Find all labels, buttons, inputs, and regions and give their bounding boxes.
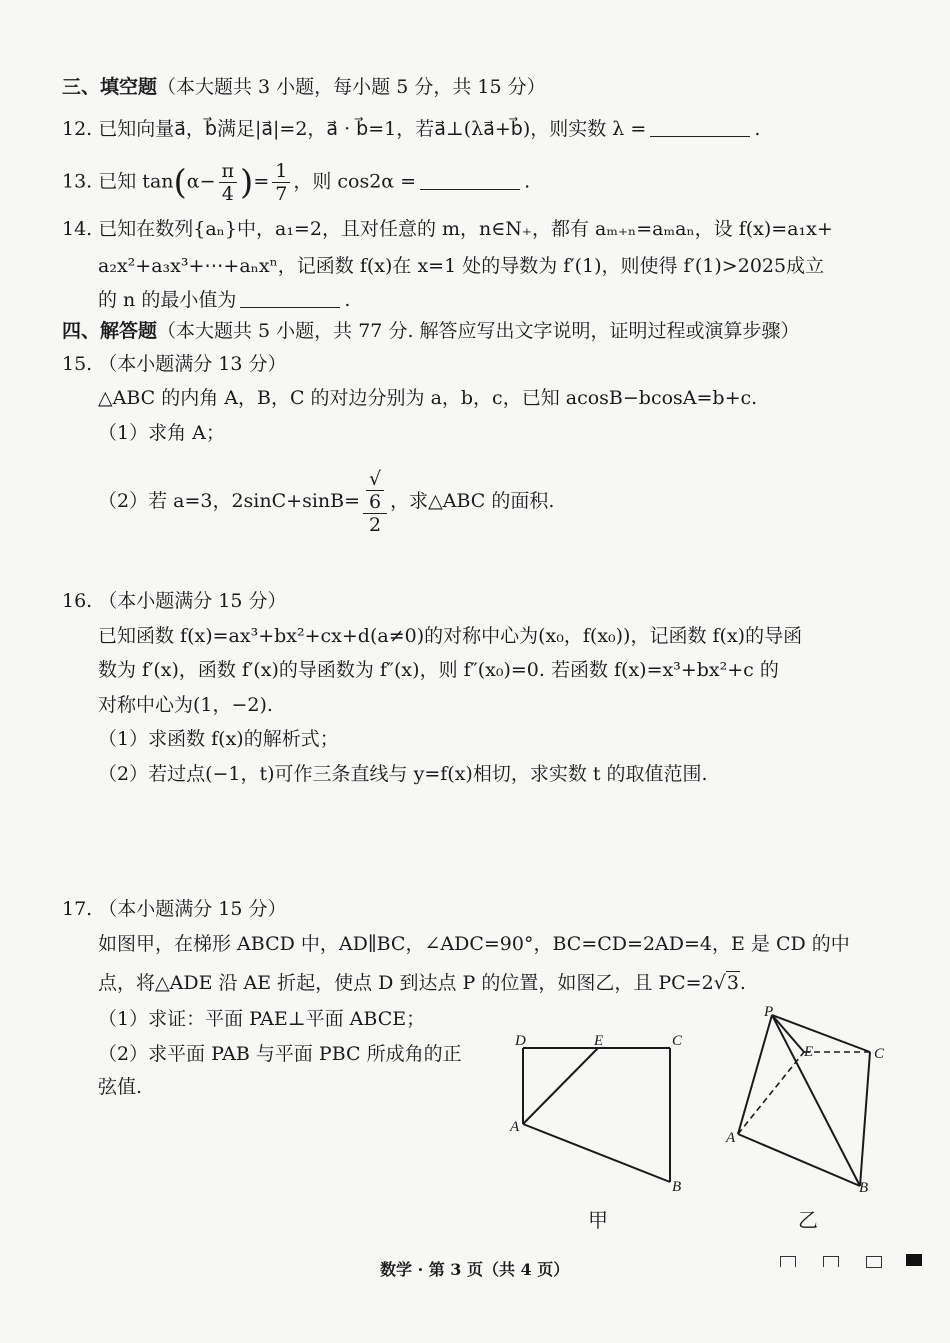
label-E: E bbox=[804, 1044, 814, 1060]
q17-sqrt3: 3 bbox=[726, 972, 739, 994]
label-C: C bbox=[672, 1033, 683, 1049]
q16-part1: （1）求函数 f(x)的解析式； bbox=[98, 728, 339, 750]
q14-line2: a₂x²+a₃x³+⋯+aₙxⁿ，记函数 f(x)在 x=1 处的导数为 f′(1)，则使得 f′(1)>2025成立 bbox=[98, 255, 825, 277]
q17-number: 17. bbox=[62, 898, 93, 920]
q13-pre: 已知 tan bbox=[98, 170, 174, 193]
q15-sqrt6-fraction: √ 6 2 bbox=[363, 468, 387, 536]
figure-jia-caption: 甲 bbox=[588, 1208, 608, 1232]
figure-yi-caption: 乙 bbox=[798, 1208, 818, 1232]
q14-number: 14. bbox=[62, 218, 93, 240]
q13-tail: . bbox=[524, 170, 531, 193]
label-A: A bbox=[510, 1119, 520, 1135]
q16-line1: 已知函数 f(x)=ax³+bx²+cx+d(a≠0)的对称中心为(x₀，f(x₀))，记函数 f(x)的导函 bbox=[98, 625, 803, 647]
label-P: P bbox=[764, 1004, 774, 1020]
section4-heading bbox=[62, 318, 800, 344]
q17-line2: 点，将△ADE 沿 AE 折起，使点 D 到达点 P 的位置，如图乙，且 PC=2√3. bbox=[98, 972, 746, 994]
label-B: B bbox=[859, 1180, 869, 1196]
q13-answer-blank bbox=[420, 171, 520, 190]
edge-AE-dashed bbox=[738, 1052, 804, 1134]
label-A: A bbox=[726, 1130, 736, 1146]
edge-AB bbox=[523, 1124, 670, 1182]
question-14-line1 bbox=[62, 216, 833, 242]
q17-line2-pre: 点，将△ADE 沿 AE 折起，使点 D 到达点 P 的位置，如图乙，且 PC=2 bbox=[98, 972, 714, 994]
scan-mark-3 bbox=[866, 1256, 882, 1268]
q15-part2-post: ，求△ABC 的面积. bbox=[390, 490, 555, 512]
question-16-header bbox=[62, 588, 287, 614]
edge-PA bbox=[738, 1015, 772, 1134]
edge-PB bbox=[772, 1015, 860, 1186]
edge-AB bbox=[738, 1134, 860, 1186]
q15-part2-pre: （2）若 a=3，2sinC+sinB= bbox=[98, 490, 361, 512]
question-14-line3 bbox=[98, 287, 350, 313]
q12-answer-blank bbox=[650, 118, 750, 137]
label-B: B bbox=[672, 1179, 682, 1195]
section3-heading bbox=[62, 74, 546, 100]
q16-number: 16. bbox=[62, 590, 93, 612]
section4-title: 四、解答题 bbox=[62, 320, 158, 342]
section4-note: （本大题共 5 小题，共 77 分. 解答应写出文字说明，证明过程或演算步骤） bbox=[157, 320, 800, 342]
q15-score: （本小题满分 13 分） bbox=[98, 353, 287, 375]
label-D: D bbox=[515, 1033, 526, 1049]
q15-number: 15. bbox=[62, 353, 93, 375]
figure-jia-trapezoid bbox=[500, 1025, 700, 1200]
q17-score: （本小题满分 15 分） bbox=[98, 898, 287, 920]
q13-number: 13. bbox=[62, 170, 93, 193]
label-E: E bbox=[594, 1033, 604, 1049]
q16-score: （本小题满分 15 分） bbox=[98, 590, 287, 612]
q13-inner: α− bbox=[186, 170, 216, 193]
q17-part1: （1）求证：平面 PAE⊥平面 ABCE； bbox=[98, 1008, 426, 1030]
q13-post: ，则 cos2α = bbox=[293, 170, 417, 193]
q13-rhs-fraction: $\frac{1}{7}$ bbox=[272, 160, 290, 205]
section3-note: （本大题共 3 小题，每小题 5 分，共 15 分） bbox=[157, 76, 546, 98]
question-13: 13. 已知 tan(α− $\frac{\pi}{4}$ )= $\frac{1}{7}$ ，则 cos2α = . bbox=[62, 160, 531, 205]
scan-mark-4 bbox=[906, 1254, 922, 1266]
q14-tail: . bbox=[344, 289, 351, 311]
q14-answer-blank bbox=[240, 289, 340, 308]
q12-tail: . bbox=[754, 118, 761, 140]
edge-AE bbox=[523, 1048, 598, 1124]
label-C: C bbox=[874, 1046, 885, 1062]
q15-part2 bbox=[98, 468, 554, 536]
q16-line2: 数为 f′(x)，函数 f′(x)的导函数为 f″(x)，则 f″(x₀)=0. 若函数 f(x)=x³+bx²+c 的 bbox=[98, 659, 779, 681]
q16-line3: 对称中心为(1，−2). bbox=[98, 694, 273, 716]
q17-part2a: （2）求平面 PAB 与平面 PBC 所成角的正 bbox=[98, 1043, 462, 1065]
q12-text: 已知向量a⃗，b⃗满足|a⃗|=2，a⃗ · b⃗=1，若a⃗⊥(λa⃗+b⃗)，则实数 λ = bbox=[98, 118, 647, 140]
q17-line1: 如图甲，在梯形 ABCD 中，AD∥BC，∠ADC=90°，BC=CD=2AD=4，E 是 CD 的中 bbox=[98, 933, 850, 955]
section3-title: 三、填空题 bbox=[62, 76, 158, 98]
q17-line2-post: . bbox=[739, 972, 746, 994]
question-15-header bbox=[62, 351, 287, 377]
q14-line1: 已知在数列{aₙ}中，a₁=2，且对任意的 m，n∈N₊，都有 aₘ₊ₙ=aₘaₙ，设 f(x)=a₁x+ bbox=[98, 218, 833, 240]
q16-part2: （2）若过点(−1，t)可作三条直线与 y=f(x)相切，求实数 t 的取值范围. bbox=[98, 763, 708, 785]
scan-mark-2 bbox=[823, 1256, 839, 1267]
question-17-header bbox=[62, 896, 287, 922]
q13-pi-fraction: $\frac{\pi}{4}$ bbox=[219, 160, 238, 205]
q13-eq: = bbox=[253, 170, 270, 193]
question-12 bbox=[62, 116, 760, 142]
q17-part2b: 弦值. bbox=[98, 1076, 143, 1098]
q15-stem: △ABC 的内角 A，B，C 的对边分别为 a，b，c，已知 acosB−bcosA=b+c. bbox=[98, 387, 758, 409]
figure-yi-pyramid bbox=[720, 1000, 900, 1200]
page-footer: 数学 · 第 3 页（共 4 页） bbox=[380, 1260, 570, 1279]
scan-mark-1 bbox=[780, 1256, 796, 1267]
edge-CB bbox=[860, 1052, 870, 1186]
q15-part1: （1）求角 A； bbox=[98, 422, 225, 444]
q14-line3: 的 n 的最小值为 bbox=[98, 289, 237, 311]
q12-number: 12. bbox=[62, 118, 93, 140]
